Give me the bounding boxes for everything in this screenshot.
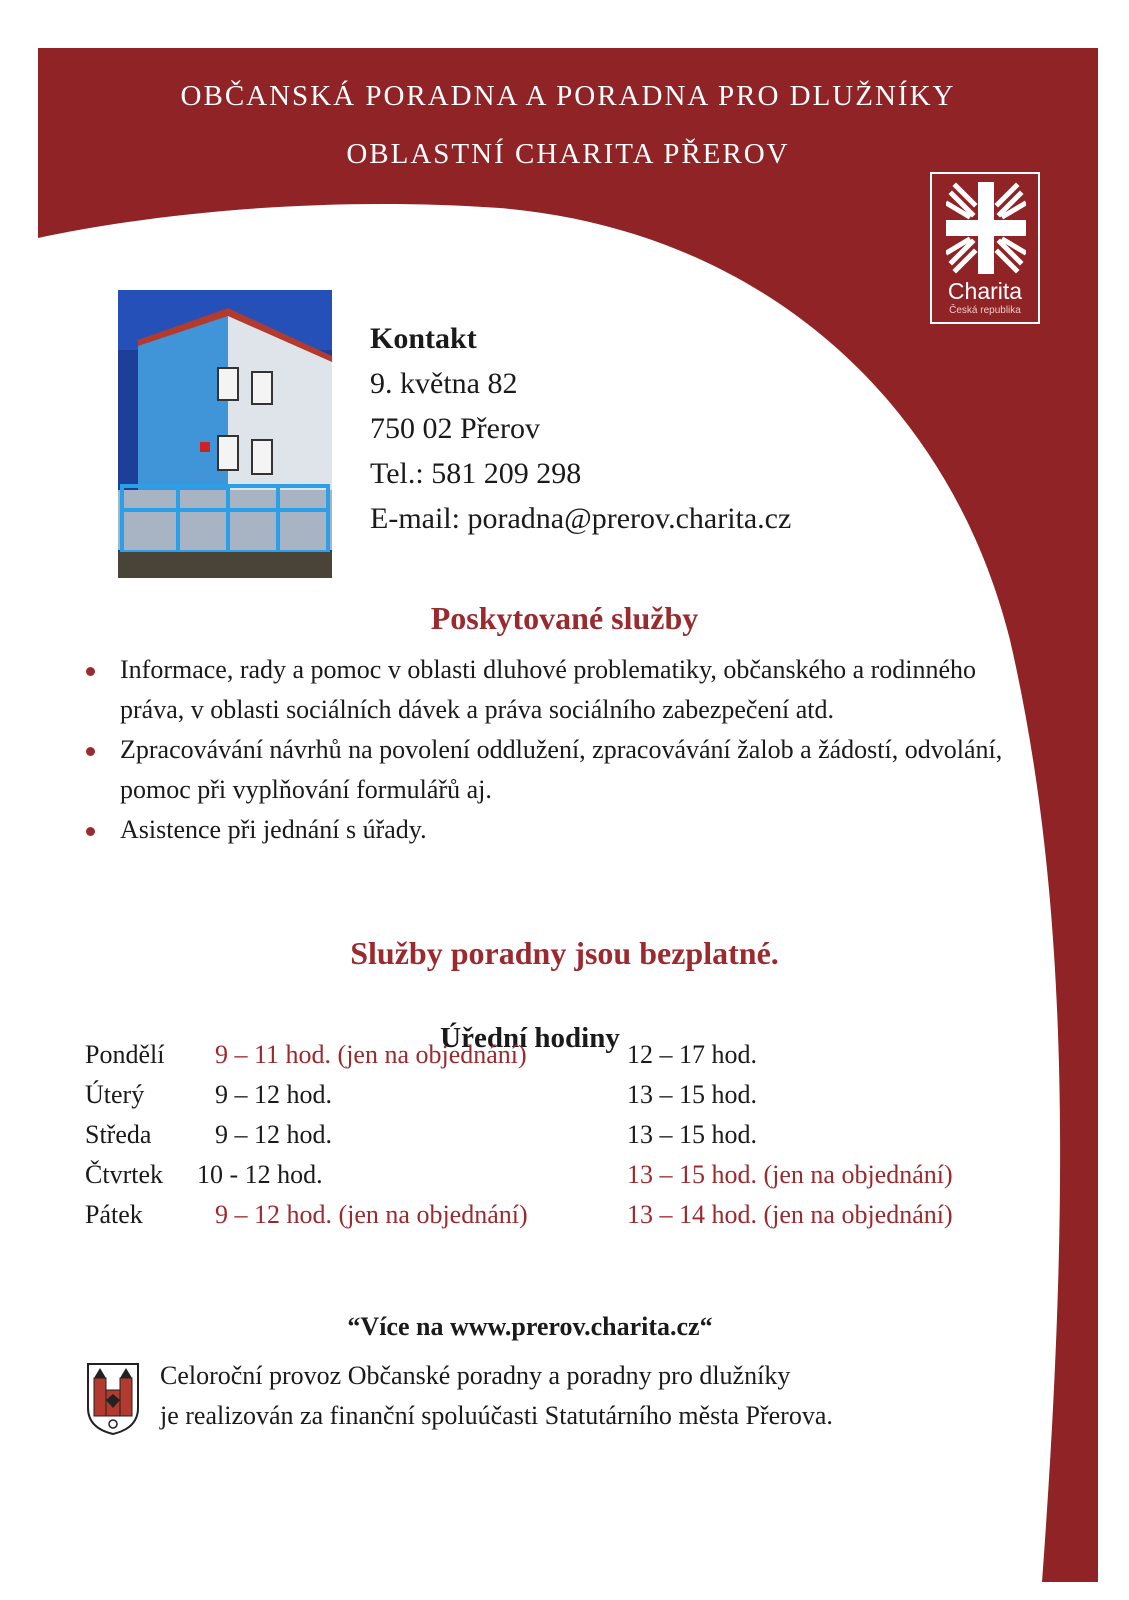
contact-title: Kontakt <box>370 322 477 355</box>
day-label: Čtvrtek <box>85 1160 163 1189</box>
services-list <box>82 650 1042 850</box>
contact-phone: Tel.: 581 209 298 <box>370 457 582 490</box>
service-text: Informace, rady a pomoc v oblasti dluhové problematiky, občanského a rodinného práva, v oblasti sociálních dávek a práva sociálního zabezpečení atd. <box>120 655 977 724</box>
funding-note <box>160 1356 833 1436</box>
list-item <box>82 650 1042 730</box>
services-title: Poskytované služby <box>430 600 699 636</box>
day-label: Pondělí <box>85 1040 165 1069</box>
morning-hours: 9 – 11 hod. (jen na objednání) <box>215 1040 527 1069</box>
logo-subtitle: Česká republika <box>949 305 1021 316</box>
bullet-icon <box>86 747 95 756</box>
funding-line2: je realizován za finanční spoluúčasti Statutárního města Přerova. <box>160 1401 833 1430</box>
contact-street: 9. května 82 <box>370 367 518 400</box>
service-text: Asistence při jednání s úřady. <box>120 815 427 844</box>
afternoon-hours: 13 – 15 hod. <box>627 1120 757 1149</box>
charita-cross-icon <box>946 182 1026 274</box>
day-label: Středa <box>85 1120 152 1149</box>
afternoon-hours: 13 – 14 hod. (jen na objednání) <box>627 1200 953 1229</box>
contact-email: E-mail: poradna@prerov.charita.cz <box>370 502 792 535</box>
header-title-line1: OBČANSKÁ PORADNA A PORADNA PRO DLUŽNÍKY <box>180 80 956 112</box>
free-services-note: Služby poradny jsou bezplatné. <box>350 935 779 971</box>
building-photo <box>118 290 332 578</box>
office-hours-title: Úřední hodiny <box>440 1022 620 1054</box>
charita-logo <box>930 172 1040 324</box>
header-title-line2: OBLASTNÍ CHARITA PŘEROV <box>346 138 790 170</box>
list-item <box>82 730 1042 810</box>
day-label: Úterý <box>85 1080 145 1109</box>
morning-hours: 10 - 12 hod. <box>197 1160 323 1189</box>
service-text: Zpracovávání návrhů na povolení oddlužení, zpracovávání žalob a žádostí, odvolání, pomoc při vyplňování formulářů aj. <box>120 735 1003 804</box>
contact-city: 750 02 Přerov <box>370 412 540 445</box>
morning-hours: 9 – 12 hod. (jen na objednání) <box>215 1200 528 1229</box>
logo-word: Charita <box>947 278 1023 304</box>
bullet-icon <box>86 827 95 836</box>
afternoon-hours: 12 – 17 hod. <box>627 1040 757 1069</box>
afternoon-hours: 13 – 15 hod. (jen na objednání) <box>627 1160 953 1189</box>
day-label: Pátek <box>85 1200 143 1229</box>
contact-block <box>370 316 791 541</box>
morning-hours: 9 – 12 hod. <box>215 1080 332 1109</box>
bullet-icon <box>86 667 95 676</box>
funding-line1: Celoroční provoz Občanské poradny a poradny pro dlužníky <box>160 1361 791 1390</box>
list-item <box>82 810 1042 850</box>
afternoon-hours: 13 – 15 hod. <box>627 1080 757 1109</box>
morning-hours: 9 – 12 hod. <box>215 1120 332 1149</box>
city-coat-of-arms-icon <box>86 1362 140 1436</box>
more-info-link: “Více na www.prerov.charita.cz“ <box>347 1312 713 1341</box>
